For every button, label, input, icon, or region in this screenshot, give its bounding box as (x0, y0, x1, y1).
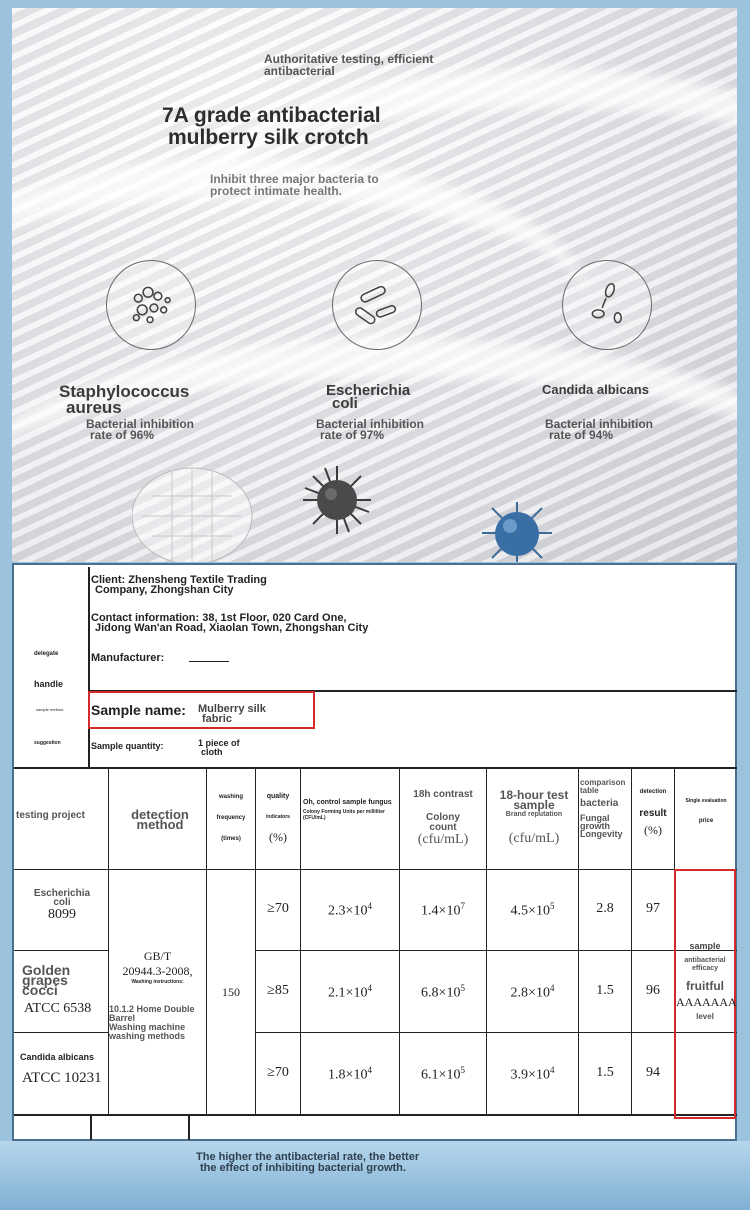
bacteria-name-line: Escherichia (326, 382, 411, 399)
divider (14, 1032, 108, 1033)
sample-quantity-line: cloth (201, 747, 223, 757)
method-line: Washing instructions: (131, 979, 184, 985)
header-line: result (639, 808, 667, 819)
row1-test (487, 901, 578, 920)
sample-name-line: Mulberry silk (198, 703, 266, 715)
evaluation-line: antibacterial efficacy (684, 957, 726, 972)
divider (14, 767, 737, 769)
bacteria-name-line: coli (332, 395, 358, 412)
header-line: Brand reputation (505, 811, 563, 818)
value-base: 3.9×10 (510, 1067, 550, 1083)
divider (88, 567, 90, 767)
footer-line: The higher the antibacterial rate, the better (196, 1151, 420, 1163)
row-project-1 (16, 889, 108, 923)
value-base: 1.4×10 (421, 903, 461, 919)
header-result (632, 788, 674, 837)
header-line: 18h contrast (413, 789, 473, 800)
header-line: (cfu/mL) (417, 832, 469, 847)
hero-title-line1: 7A grade antibacterial (162, 104, 381, 127)
project-line: Golden grapes cocci (22, 962, 71, 998)
divider (14, 869, 737, 870)
contact-line: Jidong Wan'an Road, Xiaolan Town, Zhongshan City (95, 622, 369, 634)
header-method: detection method (131, 807, 189, 832)
bacteria-rate-line: rate of 96% (90, 428, 155, 442)
project-line: Escherichia coli (33, 888, 91, 908)
bacteria-name-line: Candida albicans (542, 382, 649, 397)
value-exp: 5 (460, 1065, 465, 1075)
row3-quality: ≥70 (267, 1065, 289, 1080)
bacteria-name-staphylococcus (59, 384, 189, 416)
row1-contrast (400, 901, 486, 920)
divider (90, 1114, 92, 1140)
divider (255, 1032, 737, 1033)
divider (14, 1114, 737, 1116)
footer-note (196, 1152, 476, 1174)
evaluation-line: AAAAAAA (676, 995, 737, 1009)
sample-name-line: fabric (202, 713, 232, 725)
test-report (12, 563, 737, 1141)
row1-comparison: 2.8 (596, 901, 614, 916)
value-base: 1.8×10 (328, 1067, 368, 1083)
header-line: (cfu/mL) (508, 831, 560, 846)
row1-control (301, 901, 399, 920)
method-line: 20944.3-2008, (122, 964, 193, 978)
client-info (91, 575, 267, 595)
header-project: testing project (16, 810, 85, 821)
divider (188, 1114, 190, 1140)
row2-quality: ≥85 (267, 983, 289, 998)
manufacturer-label: Manufacturer: (91, 652, 165, 664)
evaluation-line: fruitful (686, 979, 724, 993)
row2-control (301, 983, 399, 1002)
row2-test (487, 983, 578, 1002)
evaluation-line: level (696, 1012, 714, 1021)
hero-subtitle: Inhibit three major bacteria to protect intimate health. (210, 172, 379, 198)
divider (108, 767, 109, 1114)
row3-control (301, 1065, 399, 1084)
value-base: 4.5×10 (510, 903, 550, 919)
contact-info (91, 613, 368, 633)
hero-banner (12, 8, 737, 562)
value-exp: 4 (367, 1065, 372, 1075)
staphylococcus-icon (106, 260, 196, 350)
side-delegate: delegate (34, 651, 59, 657)
value-exp: 4 (549, 983, 555, 993)
value-exp: 7 (460, 901, 465, 911)
header-line: Single evaluation (685, 798, 727, 804)
bacteria-name-escherichia (326, 384, 410, 410)
bacteria-name-candida (542, 383, 649, 396)
sample-name-value (198, 704, 266, 724)
value-exp: 5 (460, 983, 465, 993)
divider (300, 767, 301, 1114)
row3-test (487, 1065, 578, 1084)
bacteria-rate-line: rate of 94% (549, 428, 614, 442)
evaluation-line: sample (689, 941, 721, 951)
header-control (303, 799, 397, 821)
header-contrast (401, 790, 485, 845)
row3-contrast (400, 1065, 486, 1084)
candida-icon (562, 260, 652, 350)
header-comparison (580, 779, 632, 838)
divider (255, 950, 737, 951)
row2-result: 96 (646, 983, 660, 998)
value-base: 2.1×10 (328, 985, 368, 1001)
side-suggestion: suggestion (34, 740, 61, 746)
side-handle: handle (34, 679, 64, 689)
value-base: 2.8×10 (510, 985, 550, 1001)
header-line: 18-hour test sample (499, 788, 569, 812)
method-line: Washing machine washing methods (109, 1022, 186, 1041)
bacteria-rate-escherichia (316, 419, 424, 441)
manufacturer-blank (189, 661, 229, 662)
hero-title (162, 105, 381, 149)
header-line: comparison table (580, 778, 626, 795)
bacteria-rate-staphylococcus (86, 419, 194, 441)
header-line: price (698, 818, 714, 824)
project-line: Candida albicans (20, 1052, 95, 1062)
row-project-2 (16, 962, 108, 1017)
bacteria-rate-candida (545, 419, 653, 441)
sample-quantity-line: 1 piece of (198, 738, 240, 748)
escherichia-coli-icon (332, 260, 422, 350)
header-line: (%) (644, 823, 662, 837)
row1-quality: ≥70 (267, 901, 289, 916)
value-base: 6.1×10 (421, 1067, 461, 1083)
project-line: ATCC 6538 (24, 1001, 92, 1016)
header-washing (207, 787, 255, 850)
footer-line: the effect of inhibiting bacterial growth. (200, 1162, 406, 1174)
dark-virus-icon (297, 460, 377, 540)
bacteria-rate-line: rate of 97% (320, 428, 385, 442)
bacteria-name-line: Staphylococcus (59, 382, 190, 401)
value-exp: 4 (367, 901, 372, 911)
value-base: 2.3×10 (328, 903, 368, 919)
washing-value: 150 (222, 985, 240, 999)
header-line: Colony count (426, 812, 460, 833)
header-line: bacteria (580, 798, 619, 809)
client-line: Company, Zhongshan City (95, 584, 234, 596)
row3-comparison: 1.5 (596, 1065, 614, 1080)
value-exp: 4 (367, 983, 372, 993)
method-detail (109, 1005, 205, 1041)
row-project-3 (16, 1052, 108, 1087)
header-line: Fungal growth Longevity (580, 813, 623, 839)
bacteria-rate-line: Bacterial inhibition (316, 417, 425, 431)
side-small: sample method (36, 707, 64, 712)
footer (0, 1141, 750, 1210)
header-line: indicators (266, 814, 290, 820)
header-line: (times) (221, 836, 241, 842)
row2-comparison: 1.5 (596, 983, 614, 998)
row1-result: 97 (646, 901, 660, 916)
client-line: Client: Zhensheng Textile Trading (91, 574, 267, 586)
header-line: washing (218, 794, 243, 800)
header-test-sample (489, 790, 579, 844)
sample-quantity-value (198, 739, 240, 757)
contact-line: Contact information: 38, 1st Floor, 020 Card One, (91, 612, 347, 624)
header-evaluation (676, 798, 736, 824)
header-quality (256, 787, 300, 847)
project-line: ATCC 10231 (22, 1070, 102, 1086)
method-line: GB/T (143, 949, 172, 963)
header-line: (%) (269, 830, 287, 844)
header-line: frequency (216, 815, 246, 821)
sample-quantity-label: Sample quantity: (91, 741, 164, 751)
row2-contrast (400, 983, 486, 1002)
row3-result: 94 (646, 1065, 660, 1080)
divider (399, 767, 400, 1114)
divider (14, 950, 108, 951)
header-line: Oh, control sample fungus (303, 799, 392, 806)
value-exp: 5 (549, 901, 555, 911)
header-line: Colony Forming Units per milliliter (CFU/mL) (303, 809, 385, 821)
method-line: 10.1.2 Home Double Barrel (109, 1004, 195, 1023)
bacteria-rate-line: Bacterial inhibition (86, 417, 195, 431)
bacteria-name-line: aureus (66, 398, 122, 417)
fabric-sample-icon (132, 456, 262, 562)
value-base: 6.8×10 (421, 985, 461, 1001)
header-line: quality (266, 793, 290, 800)
method-cell (110, 949, 205, 985)
hero-kicker: Authoritative testing, efficient antibacterial (264, 52, 434, 78)
divider (486, 767, 487, 1114)
header-line: detection (639, 789, 667, 795)
sample-name-label: Sample name: (91, 702, 186, 718)
bacteria-rate-line: Bacterial inhibition (545, 417, 654, 431)
value-exp: 4 (549, 1065, 555, 1075)
blue-virus-icon (472, 498, 562, 562)
evaluation-cell (676, 941, 737, 1021)
project-line: 8099 (48, 907, 76, 922)
hero-title-line2: mulberry silk crotch (168, 126, 369, 149)
